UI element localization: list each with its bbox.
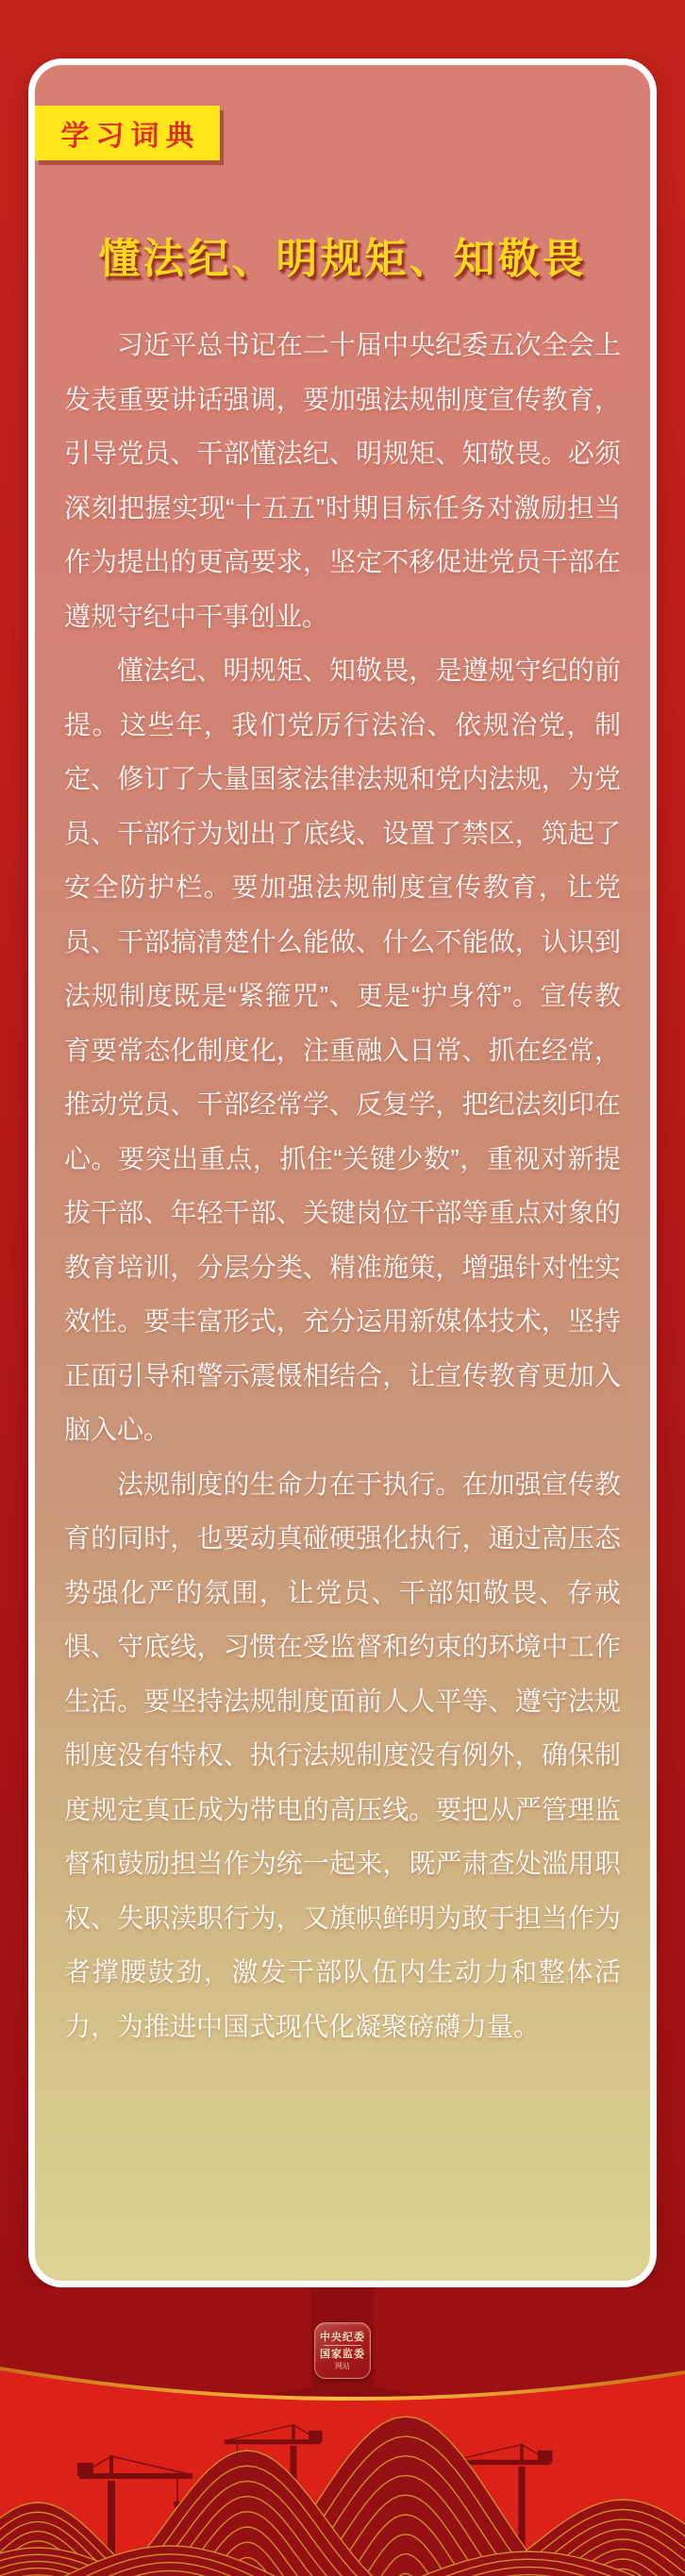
article-content (35, 65, 650, 2053)
article-body (64, 318, 621, 2053)
site-logo-divider (324, 2345, 361, 2346)
corner-badge-label: 学习词典 (60, 120, 201, 153)
site-logo-line3: 网站 (335, 2361, 350, 2370)
site-logo-line2: 国家监委 (320, 2347, 365, 2360)
article-title: 懂法纪、明规矩、知敬畏 (98, 235, 587, 283)
paragraph: 法规制度的生命力在于执行。在加强宣传教育的同时，也要动真碰硬强化执行，通过高压态势强化严的氛围，让党员、干部知敬畏、存戒惧、守底线，习惯在受监督和约束的环境中工作生活。要坚持法规制度面前人人平等、遵守法规制度没有特权、执行法规制度没有例外，确保制度规定真正成为带电的高压线。要把从严管理监督和鼓励担当作为统一起来，既严肃查处滥用职权、失职渎职行为，又旗帜鲜明为敢于担当作为者撑腰鼓劲，激发干部队伍内生动力和整体活力，为推进中国式现代化凝聚磅礴力量。 (64, 1469, 621, 2041)
paragraph: 习近平总书记在二十届中央纪委五次全会上发表重要讲话强调，要加强法规制度宣传教育，引导党员、干部懂法纪、明规矩、知敬畏。必须深刻把握实现“十五五”时期目标任务对激励担当作为提出的更高要求，坚定不移促进党员干部在遵规守纪中干事创业。 (64, 330, 621, 631)
footer-decoration (0, 2287, 685, 2576)
corner-badge (35, 106, 220, 160)
article-card (28, 58, 657, 2287)
site-logo-line1: 中央纪委 (320, 2330, 365, 2343)
cdi-site-logo (314, 2322, 371, 2379)
paragraph: 懂法纪、明规矩、知敬畏，是遵规守纪的前提。这些年，我们党厉行法治、依规治党，制定、修订了大量国家法律法规和党内法规，为党员、干部行为划出了底线、设置了禁区，筑起了安全防护栏。要加强法规制度宣传教育，让党员、干部搞清楚什么能做、什么不能做，认识到法规制度既是“紧箍咒”、更是“护身符”。宣传教育要常态化制度化，注重融入日常、抓在经常，推动党员、干部经常学、反复学，把纪法刻印在心。要突出重点，抓住“关键少数”，重视对新提拔干部、年轻干部、关键岗位干部等重点对象的教育培训，分层分类、精准施策，增强针对性实效性。要丰富形式，充分运用新媒体技术，坚持正面引导和警示震慑相结合，让宣传教育更加入脑入心。 (64, 656, 621, 1444)
